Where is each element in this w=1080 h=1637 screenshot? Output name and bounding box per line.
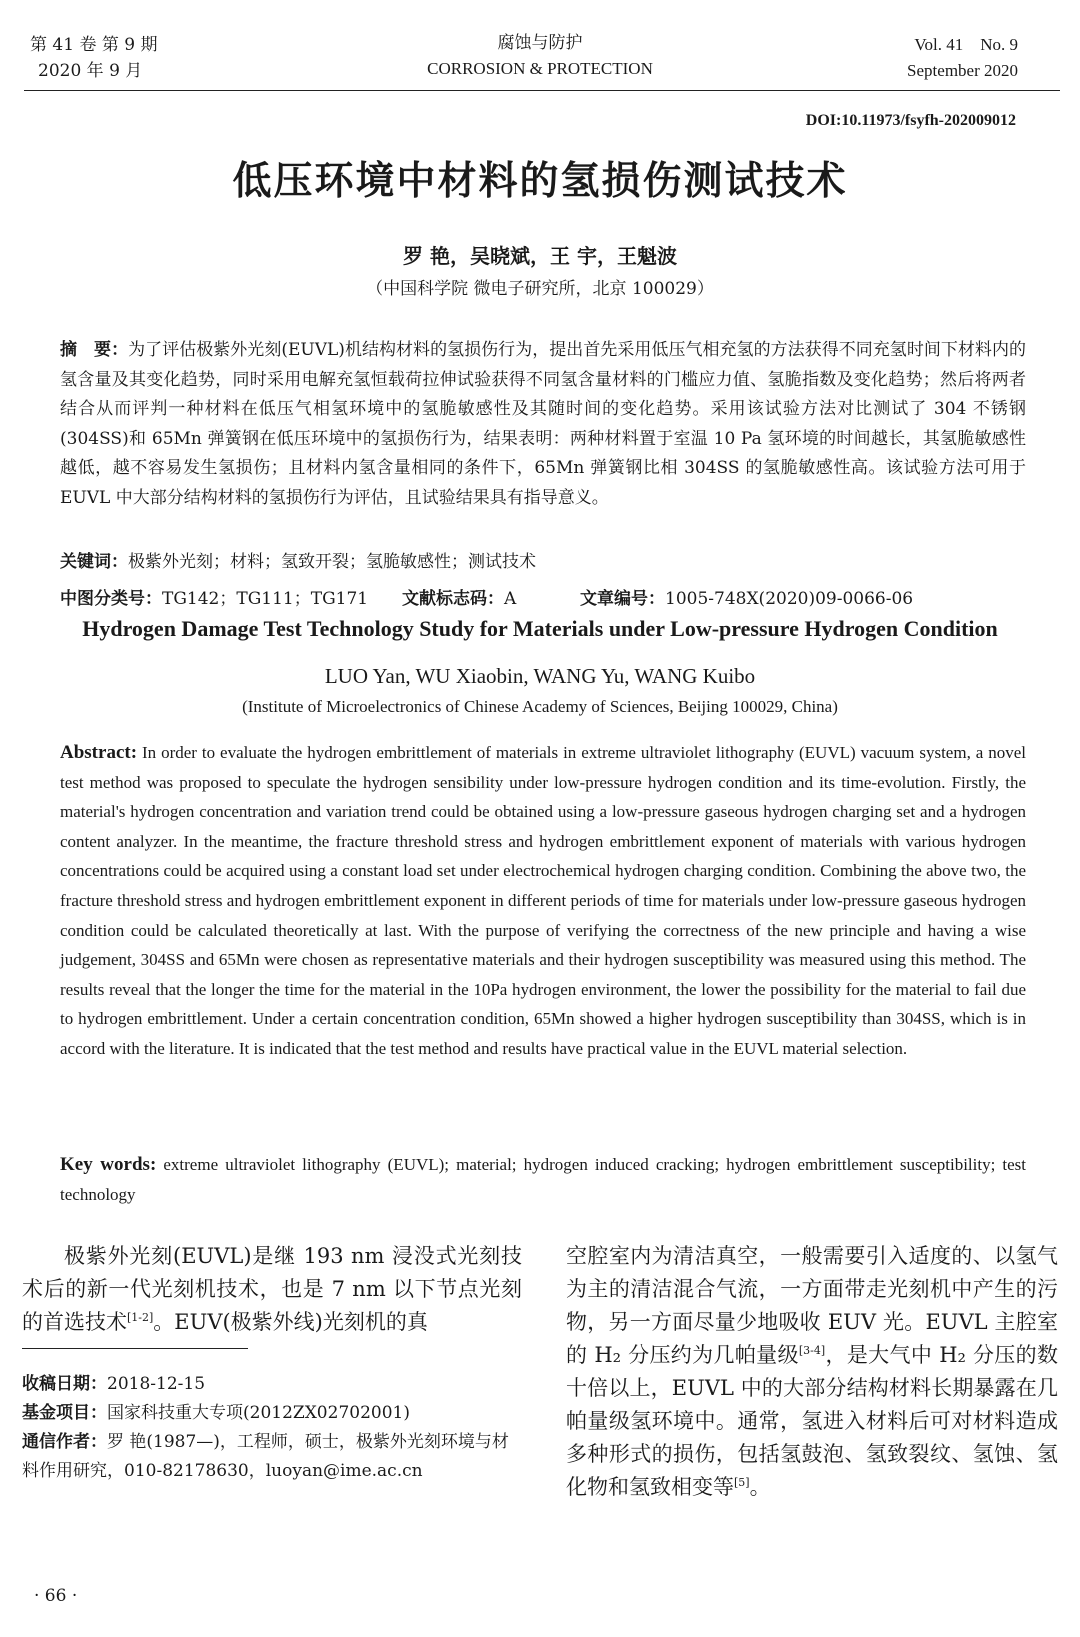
doc-code-value: A (504, 589, 517, 609)
doi: DOI:10.11973/fsyfh-202009012 (805, 112, 1016, 129)
abstract-en-label: Abstract (60, 742, 131, 763)
footnotes (22, 1370, 522, 1486)
body-left-column (22, 1240, 522, 1339)
doc-code-label: 文献标志码： (402, 589, 504, 609)
volume-issue-en: Vol. 41 No. 9 (914, 35, 1018, 54)
received-label: 收稿日期： (22, 1374, 107, 1394)
abstract-en-text: In order to evaluate the hydrogen embrittlement of materials in extreme ultraviolet lithography (EUVL) vacuum system, a novel test method was proposed to speculate the hydrogen sensibility under low-pressure hydrogen condition and its time-evolution. Firstly, the material's hydrogen concentration and variation trend could be obtained using a low-pressure gaseous hydrogen charging set and a hydrogen content analyzer. In the meantime, the fracture threshold stress and hydrogen embrittlement exponent of materials with various hydrogen concentrations could be acquired using a constant load set under electrochemical hydrogen charging condition. Combining the above two, the fracture threshold stress and hydrogen embrittlement exponent in different periods of time for materials under low-pressure gaseous hydrogen condition could be calculated theoretically at last. With the purpose of verifying the correctness of the new principle and having a wise judgement, 304SS and 65Mn were chosen as representative materials and their hydrogen susceptibility was measured using this method. The results reveal that the longer the time for the material in the 10Pa hydrogen environment, the lower the possibility for the material to fail due to hydrogen embrittlement. Under a certain concentration condition, 65Mn showed a higher hydrogen susceptibility than 304SS, which is in accord with the literature. It is indicated that the test method and results have practical value in the EUVL material selection. (60, 743, 1026, 1058)
body-right-text-3: 。 (749, 1475, 771, 1499)
keywords-cn (60, 548, 1026, 577)
received-date (22, 1370, 522, 1399)
fund-project (22, 1399, 522, 1428)
keywords-cn-text: 极紫外光刻；材料；氢致开裂；氢脆敏感性；测试技术 (128, 552, 536, 572)
received-value: 2018-12-15 (107, 1374, 206, 1394)
affiliation-en: (Institute of Microelectronics of Chinese Academy of Sciences, Beijing 100029, China) (242, 697, 838, 716)
body-right-text-2: ，是大气中 H₂ 分压的数十倍以上，EUVL 中的大部分结构材料长期暴露在几帕量级氢环境中。通常，氢进入材料后可对材料造成多种形式的损伤，包括氢鼓泡、氢致裂纹、氢蚀、氢化物和氢致相变等 (566, 1343, 1058, 1499)
paper-title-en: Hydrogen Damage Test Technology Study for Materials under Low-pressure Hydrogen Condition (82, 616, 998, 641)
date-cn: 2020 年 9 月 (38, 61, 143, 81)
abstract-cn-text: 为了评估极紫外光刻(EUVL)机结构材料的氢损伤行为，提出首先采用低压气相充氢的方法获得不同充氢时间下材料内的氢含量及其变化趋势，同时采用电解充氢恒载荷拉伸试验获得不同氢含量材料的门槛应力值、氢脆指数及变化趋势；然后将两者结合从而评判一种材料在低压气相氢环境中的氢脆敏感性及其随时间的变化趋势。采用该试验方法对比测试了 304 不锈钢(304SS)和 65Mn 弹簧钢在低压环境中的氢损伤行为，结果表明：两种材料置于室温 10 Pa 氢环境的时间越长，其氢脆敏感性越低，越不容易发生氢损伤；且材料内氢含量相同的条件下，65Mn 弹簧钢比相 304SS 的氢脆敏感性高。该试验方法可用于 EUVL 中大部分结构材料的氢损伤行为评估，且试验结果具有指导意义。 (60, 340, 1026, 508)
article-number-value: 1005-748X(2020)09-0066-06 (665, 589, 914, 609)
clc-label: 中图分类号： (60, 589, 162, 609)
citation-1-2: [1-2] (127, 1311, 154, 1324)
corr-label: 通信作者： (22, 1432, 107, 1452)
page-number: · 66 · (34, 1586, 78, 1606)
fund-label: 基金项目： (22, 1403, 107, 1423)
authors-en: LUO Yan, WU Xiaobin, WANG Yu, WANG Kuibo (324, 664, 756, 688)
keywords-en: Key words: extreme ultraviolet lithography (EUVL); material; hydrogen induced cracking; hydrogen embrittlement susceptibility; test technology (60, 1154, 1027, 1204)
abstract-cn (60, 336, 1026, 513)
body-left-text: 极紫外光刻(EUVL)是继 193 nm 浸没式光刻技术后的新一代光刻机技术，也是 7 nm 以下节点光刻的首选技术 (22, 1244, 522, 1334)
keywords-cn-label: 关键词： (60, 552, 128, 572)
article-number (580, 585, 913, 614)
document-code (402, 585, 516, 614)
citation-3-4: [3-4] (798, 1344, 826, 1357)
paper-title-cn: 低压环境中材料的氢损伤测试技术 (232, 159, 848, 204)
corr-value: 罗 艳(1987—)，工程师，硕士，极紫外光刻环境与材料作用研究，010-82178630，luoyan@ime.ac.cn (22, 1432, 509, 1481)
affiliation-cn: （中国科学院 微电子研究所，北京 100029） (366, 279, 714, 299)
citation-5: [5] (734, 1476, 750, 1489)
header-divider (24, 90, 1060, 91)
keywords-en-label: Key words (60, 1154, 150, 1175)
header-volume-en (798, 32, 1018, 84)
header-volume-cn (30, 32, 230, 84)
journal-name-en: CORROSION & PROTECTION (427, 59, 653, 78)
header-journal (340, 30, 740, 82)
article-number-label: 文章编号： (580, 589, 665, 609)
keywords-en-text: extreme ultraviolet lithography (EUVL); material; hydrogen induced cracking; hydrogen embrittlement susceptibility; test technology (60, 1155, 1027, 1204)
clc-number (60, 585, 368, 614)
footnote-divider (22, 1348, 248, 1349)
authors-cn: 罗 艳，吴晓斌，王 宇，王魁波 (403, 244, 677, 268)
body-right-column (566, 1240, 1058, 1504)
corresponding-author (22, 1428, 522, 1486)
body-left-text-cont: 。EUV(极紫外线)光刻机的真 (153, 1310, 428, 1334)
date-en: September 2020 (907, 61, 1018, 80)
journal-name-cn: 腐蚀与防护 (497, 33, 583, 53)
body-right-text-1: 空腔室内为清洁真空，一般需要引入适度的、以氢气为主的清洁混合气流，一方面带走光刻机中产生的污物，另一方面尽量少地吸收 EUV 光。EUVL 主腔室的 H₂ 分压约为几帕量级 (566, 1244, 1058, 1367)
volume-issue-cn: 第 41 卷 第 9 期 (30, 35, 158, 55)
abstract-cn-label: 摘 要： (60, 340, 129, 360)
clc-value: TG142；TG111；TG171 (162, 589, 369, 609)
abstract-en: Abstract: In order to evaluate the hydrogen embrittlement of materials in extreme ultraviolet lithography (EUVL) vacuum system, a novel test method was proposed to speculate the hydrogen sensibility under low-pressure hydrogen condition and its time-evolution. Firstly, the material's hydrogen concentration and variation trend could be obtained using a low-pressure gaseous hydrogen charging set and a hydrogen content analyzer. In the meantime, the fracture threshold stress and hydrogen embrittlement exponent of materials with various hydrogen concentrations could be acquired using a constant load set under electrochemical hydrogen charging condition. Combining the above two, the fracture threshold stress and hydrogen embrittlement exponent in different periods of time for materials under low-pressure gaseous hydrogen condition could be calculated theoretically at last. With the purpose of verifying the correctness of the new principle and having a wise judgement, 304SS and 65Mn were chosen as representative materials and their hydrogen susceptibility was measured using this method. The results reveal that the longer the time for the material in the 10Pa hydrogen environment, the lower the possibility for the material to fail due to hydrogen embrittlement. Under a certain concentration condition, 65Mn showed a higher hydrogen susceptibility than 304SS, which is in accord with the literature. It is indicated that the test method and results have practical value in the EUVL material selection. (60, 742, 1026, 1058)
fund-value: 国家科技重大专项(2012ZX02702001) (107, 1403, 410, 1423)
